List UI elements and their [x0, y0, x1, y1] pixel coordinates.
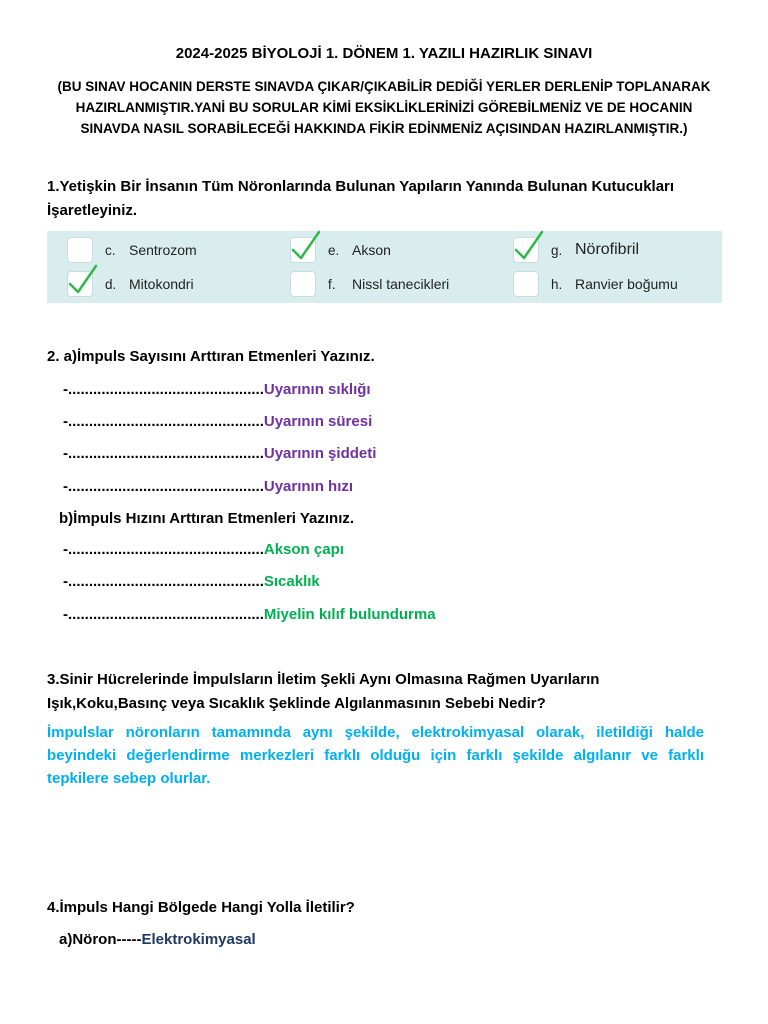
checkmark-icon [289, 230, 323, 264]
answer-dots: -............................................... [63, 478, 264, 495]
option-mitokondri[interactable] [67, 269, 194, 299]
answer-text: Miyelin kılıf bulundurma [263, 606, 436, 623]
answer-text: Uyarının süresi [263, 413, 373, 430]
checkbox[interactable] [513, 237, 539, 263]
q2a-answer-4 [63, 476, 353, 498]
option-label: Nörofibril [575, 241, 640, 258]
q3-answer: İmpulslar nöronların tamamında aynı şekilde, elektrokimyasal olarak, iletildiği halde beyindeki değerlendirme merkezleri farklı olduğu için farklı şekilde algılanır ve farklı tepkilere sebep olurlar. [47, 724, 704, 787]
question-1: 1.Yetişkin Bir İnsanın Tüm Nöronlarında Bulunan Yapıların Yanında Bulunan Kutucukları İşaretleyiniz. [47, 178, 675, 219]
exam-note: (BU SINAV HOCANIN DERSTE SINAVDA ÇIKAR/ÇIKABİLİR DEDİĞİ YERLER DERLENİP TOPLANARAK HAZIRLANMIŞTIR.YANİ BU SORULAR KİMİ EKSİKLİKLERİNİZİ GÖREBİLMENİZ VE DE HOCANIN SINAVDA NASIL SORABİLECEĞİ HAKKINDA FİKİR EDİNMENİZ AÇISINDAN HAZIRLANMIŞTIR.) [57, 79, 711, 136]
checkbox[interactable] [290, 237, 316, 263]
option-label: Mitokondri [129, 276, 194, 292]
option-norofibril[interactable] [513, 235, 639, 265]
q2b-answer-1 [63, 539, 344, 561]
checkmark-icon [512, 230, 546, 264]
question-2b: b)İmpuls Hızını Arttıran Etmenleri Yazınız. [59, 510, 355, 527]
answer-dots: -............................................... [63, 573, 264, 590]
answer-text: Elektrokimyasal [141, 931, 256, 948]
checkbox[interactable] [67, 237, 93, 263]
answer-dots: -............................................... [63, 445, 264, 462]
answer-dots: -............................................... [63, 413, 264, 430]
option-letter: g. [551, 242, 563, 258]
answer-label: a)Nöron----- [59, 931, 142, 948]
q2b-answer-2 [63, 571, 320, 593]
question-4: 4.İmpuls Hangi Bölgede Hangi Yolla İletilir? [47, 899, 355, 916]
option-letter: c. [105, 242, 116, 258]
answer-text: Uyarının şiddeti [263, 445, 377, 462]
q2b-answer-3 [63, 604, 436, 626]
option-letter: e. [328, 242, 340, 258]
option-label: Ranvier boğumu [575, 276, 678, 292]
option-label: Sentrozom [129, 242, 197, 258]
option-letter: d. [105, 276, 117, 292]
q2a-answer-3 [63, 443, 376, 465]
option-label: Akson [352, 242, 391, 258]
option-nissl[interactable] [290, 269, 449, 299]
option-sentrozom[interactable] [67, 235, 197, 265]
option-akson[interactable] [290, 235, 391, 265]
question-2a: 2. a)İmpuls Sayısını Arttıran Etmenleri Yazınız. [47, 348, 375, 365]
exam-title: 2024-2025 BİYOLOJİ 1. DÖNEM 1. YAZILI HAZIRLIK SINAVI [175, 45, 593, 62]
answer-text: Akson çapı [263, 541, 344, 558]
option-letter: f. [328, 276, 336, 292]
answer-dots: -............................................... [63, 606, 264, 623]
option-label: Nissl tanecikleri [352, 276, 450, 292]
checkbox[interactable] [290, 271, 316, 297]
answer-text: Uyarının sıklığı [263, 381, 371, 398]
question-3: 3.Sinir Hücrelerinde İmpulsların İletim Şekli Aynı Olmasına Rağmen Uyarıların Işık,Koku,Basınç veya Sıcaklık Şeklinde Algılanmasının Sebebi Nedir? [47, 671, 600, 712]
answer-text: Uyarının hızı [263, 478, 354, 495]
option-ranvier[interactable] [513, 269, 678, 299]
checkbox[interactable] [513, 271, 539, 297]
q4-answer-a [59, 929, 256, 951]
q2a-answer-1 [63, 379, 371, 401]
checkbox[interactable] [67, 271, 93, 297]
answer-dots: -............................................... [63, 381, 264, 398]
option-letter: h. [551, 276, 563, 292]
answer-text: Sıcaklık [263, 573, 320, 590]
answer-dots: -............................................... [63, 541, 264, 558]
q1-choice-panel [47, 231, 722, 303]
q2a-answer-2 [63, 411, 372, 433]
checkmark-icon [66, 264, 100, 298]
